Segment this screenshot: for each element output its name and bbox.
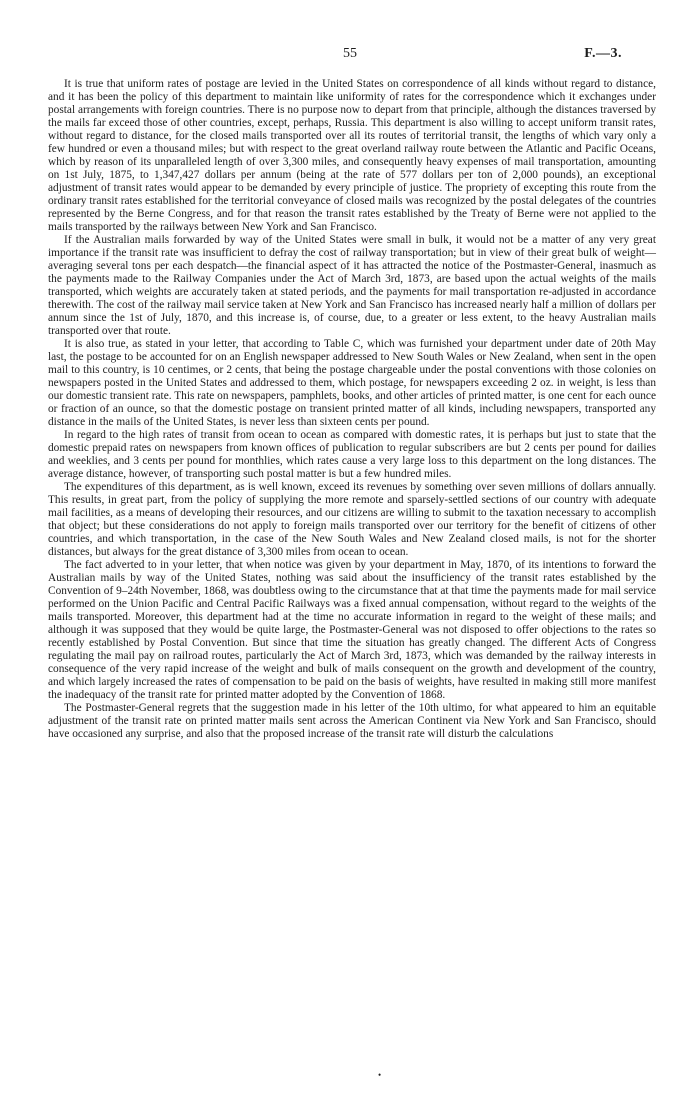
paragraph-expenditures: The expenditures of this department, as is well known, exceed its revenues by something over seven millions of dollars annually. This results, in great part, from the policy of supplying the more remote and sparsely-settled sections of our country with adequate mail facilities, as a means of developing their resources, and our citizens are willing to submit to the taxation necessary to accomplish that object; but these considerations do not apply to foreign mails transported over our territory for the benefit of citizens of other countries, and which transportation, in the case of the New South Wales and New Zealand closed mails, is not for the shorter distances, but always for the great distance of 3,300 miles from ocean to ocean. — [48, 481, 656, 558]
paragraph-notice-1870: The fact adverted to in your letter, that when notice was given by your department in May, 1870, of its intentions to forward the Australian mails by way of the United States, nothing was said about the insufficiency of the transit rates established by the Convention of 9–24th November, 1868, was doubtless owing to the circumstance that at that time the payments made for mail service performed on the Union Pacific and Central Pacific Railways was a fixed annual compensation, without regard to the weights of the mails transported. Moreover, this department had at the time no accurate information in regard to the weight of these mails; and although it was supposed that they would be quite large, the Postmaster-General was not disposed to offer objections to the rates so recently established by Postal Convention. But since that time the situation has greatly changed. The different Acts of Congress regulating the mail pay on railroad routes, particularly the Act of March 3rd, 1873, which was demanded by the railway interests in consequence of the very rapid increase of the weight and bulk of mails consequent on the growth and development of the country, and which largely increased the rates of compensation to be paid on the basis of weights, have resulted in making still more manifest the inadequacy of the transit rate for printed matter adopted by the Convention of 1868. — [48, 559, 656, 701]
footer-mark: • — [378, 1070, 382, 1080]
paragraph-postmaster-regrets: The Postmaster-General regrets that the suggestion made in his letter of the 10th ultimo, for what appeared to him an equitable adjustment of the transit rate on printed matter mails sent across the American Continent via New York and San Francisco, should have occasioned any surprise, and also that the proposed increase of the transit rate will disturb the calculations — [48, 702, 656, 740]
document-reference: F.—3. — [584, 46, 622, 61]
paragraph-australian-mails: If the Australian mails forwarded by way of the United States were small in bulk, it would not be a matter of any very great importance if the transit rate was insufficient to defray the cost of railway transportation; but in view of their great bulk of weight—averaging several tons per each despatch—the financial aspect of it has attracted the notice of the Postmaster-General, inasmuch as the payments made to the Railway Companies under the Act of March 3rd, 1873, are based upon the actual weights of the mails transported, which weights are accurately taken at stated periods, and the payments for mail transportation re-adjusted in accordance therewith. The cost of the railway mail service taken at New York and San Francisco has increased nearly half a million of dollars per annum since the 1st of July, 1870, and this increase is, of course, due, to a greater or less extent, to the heavy Australian mails transported over that route. — [48, 234, 656, 337]
paragraph-uniform-rates: It is true that uniform rates of postage are levied in the United States on correspondence of all kinds without regard to distance, and it has been the policy of this department to maintain like uniformity of rates for the correspondence which it exchanges under postal arrangements with foreign countries. There is no purpose now to depart from that principle, although the distances traversed by the mails far exceed those of other countries, except, perhaps, Russia. This department is also willing to accept uniform transit rates, without regard to distance, for the closed mails transported over all its routes of territorial transit, the lengths of which vary only a few hundred or even a thousand miles; but with respect to the great overland railway route between the Atlantic and Pacific Oceans, which by reason of its unparalleled length of over 3,300 miles, and consequently heavy expenses of mail transportation, amounting on 1st July, 1875, to 1,347,427 dollars per annum (being at the rate of 577 dollars per ton of 2,000 pounds), an exceptional adjustment of transit rates would appear to be demanded by every principle of justice. The propriety of excepting this route from the ordinary transit rates established for the territorial conveyance of closed mails was recognized by the postal delegates of the countries represented by the Berne Congress, and for that reason the transit rates established by the Treaty of Berne were not applied to the mails transported by the railways between New York and San Francisco. — [48, 78, 656, 233]
page-header — [0, 46, 700, 64]
paragraph-table-c: It is also true, as stated in your letter, that according to Table C, which was furnished your department under date of 20th May last, the postage to be accounted for on an English newspaper addressed to New South Wales or New Zealand, when sent in the open mail to this country, is 10 centimes, or 2 cents, that being the postage chargeable under the postal conventions with those colonies on newspapers posted in the United States and addressed to them, which postage, for newspapers exceeding 2 oz. in weight, is less than our domestic transient rate. This rate on newspapers, pamphlets, books, and other articles of printed matter, is one cent for each ounce or fraction of an ounce, so that the domestic postage on transient printed matter of all kinds, including newspapers, transported any distance in the mails of the United States, is never less than sixteen cents per pound. — [48, 338, 656, 428]
page-number: 55 — [343, 46, 357, 61]
body-text — [48, 78, 656, 741]
paragraph-high-rates: In regard to the high rates of transit from ocean to ocean as compared with domestic rates, it is perhaps but just to state that the domestic prepaid rates on newspapers from known offices of publication to regular subscribers are but 2 cents per pound for dailies and weeklies, and 3 cents per pound for monthlies, which rates cause a very large loss to this department on the long distances. The average distance, however, of transporting such postal matter is but a few hundred miles. — [48, 429, 656, 480]
